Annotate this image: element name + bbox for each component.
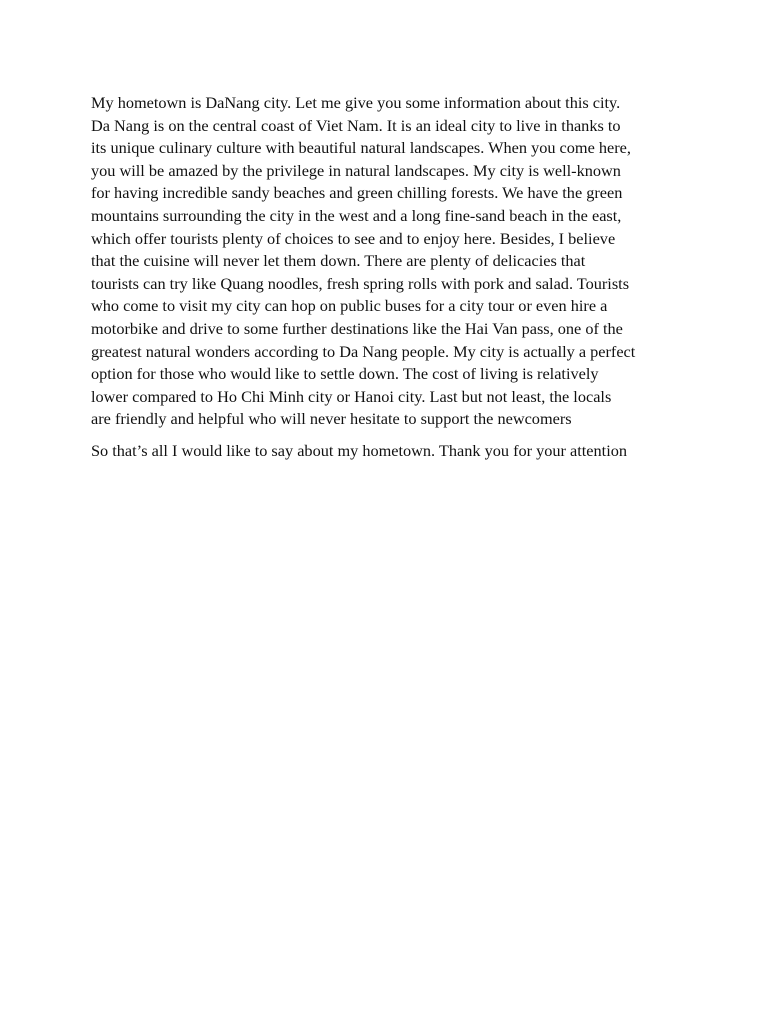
text-line: who come to visit my city can hop on public buses for a city tour or even hire a: [91, 296, 608, 316]
text-line: My hometown is DaNang city. Let me give you some information about this city.: [91, 93, 621, 112]
paragraph-closing: [91, 440, 681, 463]
text-line: option for those who would like to settle down. The cost of living is relatively: [91, 364, 599, 384]
text-line: motorbike and drive to some further destinations like the Hai Van pass, one of the: [91, 318, 623, 338]
text-line: for having incredible sandy beaches and green chilling forests. We have the green: [91, 183, 623, 203]
document-body: [91, 92, 681, 463]
text-line: Da Nang is on the central coast of Viet Nam. It is an ideal city to live in thanks to: [91, 115, 621, 135]
text-line: So that’s all I would like to say about my hometown. Thank you for your attention: [91, 440, 628, 460]
text-line: mountains surrounding the city in the west and a long fine-sand beach in the east,: [91, 205, 622, 225]
text-line: that the cuisine will never let them down. There are plenty of delicacies that: [91, 251, 586, 271]
text-line: are friendly and helpful who will never hesitate to support the newcomers: [91, 409, 572, 429]
text-line: you will be amazed by the privilege in natural landscapes. My city is well-known: [91, 160, 621, 180]
text-line: greatest natural wonders according to Da Nang people. My city is actually a perfect: [91, 341, 636, 361]
text-line: which offer tourists plenty of choices to see and to enjoy here. Besides, I believe: [91, 228, 616, 248]
text-line: its unique culinary culture with beautiful natural landscapes. When you come here,: [91, 138, 631, 158]
text-line: lower compared to Ho Chi Minh city or Hanoi city. Last but not least, the locals: [91, 386, 612, 406]
paragraph-hometown-description: [91, 92, 681, 431]
text-line: tourists can try like Quang noodles, fresh spring rolls with pork and salad. Tourists: [91, 273, 630, 293]
